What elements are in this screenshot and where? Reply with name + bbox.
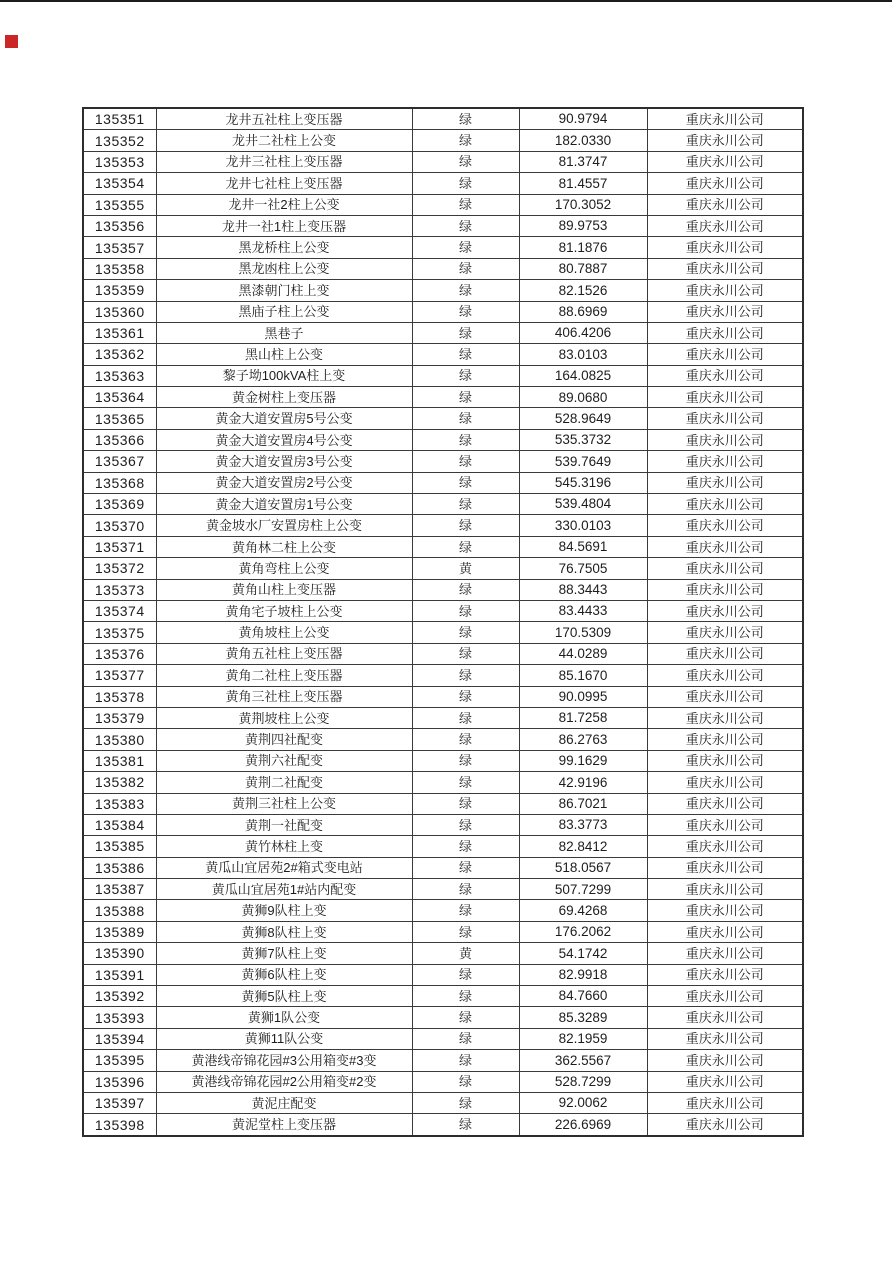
cell-status: 黄: [412, 558, 519, 579]
cell-company: 重庆永川公司: [647, 194, 803, 215]
cell-status: 绿: [412, 194, 519, 215]
cell-status: 绿: [412, 793, 519, 814]
table-row: [83, 173, 803, 194]
cell-id: 135374: [83, 600, 156, 621]
cell-id: 135371: [83, 536, 156, 557]
cell-id: 135352: [83, 130, 156, 151]
cell-status: 绿: [412, 729, 519, 750]
cell-name: 黄角山柱上变压器: [156, 579, 412, 600]
cell-id: 135378: [83, 686, 156, 707]
table-row: [83, 515, 803, 536]
table-row: [83, 814, 803, 835]
cell-name: 龙井二社柱上公变: [156, 130, 412, 151]
cell-company: 重庆永川公司: [647, 686, 803, 707]
table-row: [83, 579, 803, 600]
cell-company: 重庆永川公司: [647, 429, 803, 450]
cell-status: 绿: [412, 921, 519, 942]
cell-company: 重庆永川公司: [647, 579, 803, 600]
cell-id: 135390: [83, 943, 156, 964]
cell-value: 539.4804: [519, 494, 647, 515]
cell-value: 82.8412: [519, 836, 647, 857]
cell-id: 135362: [83, 344, 156, 365]
cell-name: 龙井五社柱上变压器: [156, 108, 412, 130]
cell-status: 绿: [412, 772, 519, 793]
table-row: [83, 836, 803, 857]
table-row: [83, 600, 803, 621]
cell-id: 135367: [83, 451, 156, 472]
cell-id: 135375: [83, 622, 156, 643]
cell-company: 重庆永川公司: [647, 536, 803, 557]
table-row: [83, 237, 803, 258]
cell-value: 85.1670: [519, 665, 647, 686]
cell-id: 135372: [83, 558, 156, 579]
cell-id: 135384: [83, 814, 156, 835]
cell-company: 重庆永川公司: [647, 558, 803, 579]
cell-company: 重庆永川公司: [647, 622, 803, 643]
table-row: [83, 707, 803, 728]
cell-name: 黄狮11队公变: [156, 1028, 412, 1049]
cell-value: 170.3052: [519, 194, 647, 215]
table-row: [83, 1092, 803, 1113]
cell-status: 绿: [412, 579, 519, 600]
cell-id: 135364: [83, 387, 156, 408]
cell-company: 重庆永川公司: [647, 986, 803, 1007]
table-row: [83, 686, 803, 707]
cell-company: 重庆永川公司: [647, 130, 803, 151]
cell-value: 89.9753: [519, 215, 647, 236]
cell-id: 135360: [83, 301, 156, 322]
cell-name: 黄金树柱上变压器: [156, 387, 412, 408]
table-row: [83, 1007, 803, 1028]
cell-status: 绿: [412, 986, 519, 1007]
table-row: [83, 772, 803, 793]
cell-status: 绿: [412, 472, 519, 493]
transformer-table-body: [83, 108, 803, 1136]
cell-company: 重庆永川公司: [647, 836, 803, 857]
table-row: [83, 451, 803, 472]
cell-name: 黄角三社柱上变压器: [156, 686, 412, 707]
table-row: [83, 986, 803, 1007]
table-row: [83, 365, 803, 386]
cell-name: 黄港线帝锦花园#2公用箱变#2变: [156, 1071, 412, 1092]
cell-status: 绿: [412, 665, 519, 686]
cell-company: 重庆永川公司: [647, 643, 803, 664]
table-row: [83, 643, 803, 664]
window-top-edge: [0, 0, 892, 2]
cell-company: 重庆永川公司: [647, 515, 803, 536]
cell-id: 135381: [83, 750, 156, 771]
cell-company: 重庆永川公司: [647, 301, 803, 322]
cell-value: 528.7299: [519, 1071, 647, 1092]
cell-value: 88.6969: [519, 301, 647, 322]
table-row: [83, 1028, 803, 1049]
cell-id: 135365: [83, 408, 156, 429]
cell-name: 黄角林二柱上公变: [156, 536, 412, 557]
cell-company: 重庆永川公司: [647, 707, 803, 728]
cell-value: 182.0330: [519, 130, 647, 151]
cell-company: 重庆永川公司: [647, 173, 803, 194]
cell-id: 135366: [83, 429, 156, 450]
cell-name: 黄瓜山宜居苑1#站内配变: [156, 879, 412, 900]
cell-company: 重庆永川公司: [647, 365, 803, 386]
cell-company: 重庆永川公司: [647, 215, 803, 236]
cell-name: 黄狮8队柱上变: [156, 921, 412, 942]
cell-status: 绿: [412, 600, 519, 621]
cell-status: 绿: [412, 215, 519, 236]
cell-name: 黄竹林柱上变: [156, 836, 412, 857]
cell-value: 86.7021: [519, 793, 647, 814]
cell-status: 黄: [412, 943, 519, 964]
cell-status: 绿: [412, 258, 519, 279]
table-row: [83, 408, 803, 429]
cell-company: 重庆永川公司: [647, 472, 803, 493]
cell-id: 135393: [83, 1007, 156, 1028]
table-row: [83, 900, 803, 921]
cell-value: 535.3732: [519, 429, 647, 450]
cell-company: 重庆永川公司: [647, 451, 803, 472]
cell-status: 绿: [412, 515, 519, 536]
cell-company: 重庆永川公司: [647, 408, 803, 429]
cell-id: 135361: [83, 322, 156, 343]
transformer-table: [82, 107, 804, 1137]
cell-company: 重庆永川公司: [647, 322, 803, 343]
cell-name: 黄狮9队柱上变: [156, 900, 412, 921]
table-row: [83, 1114, 803, 1136]
table-row: [83, 344, 803, 365]
cell-value: 362.5567: [519, 1050, 647, 1071]
table-row: [83, 280, 803, 301]
cell-name: 龙井三社柱上变压器: [156, 151, 412, 172]
cell-id: 135387: [83, 879, 156, 900]
table-row: [83, 130, 803, 151]
cell-value: 99.1629: [519, 750, 647, 771]
cell-name: 黑漆朝门柱上变: [156, 280, 412, 301]
cell-company: 重庆永川公司: [647, 344, 803, 365]
cell-id: 135376: [83, 643, 156, 664]
cell-company: 重庆永川公司: [647, 1092, 803, 1113]
cell-value: 545.3196: [519, 472, 647, 493]
cell-value: 88.3443: [519, 579, 647, 600]
cell-status: 绿: [412, 836, 519, 857]
cell-value: 83.3773: [519, 814, 647, 835]
cell-name: 黄狮5队柱上变: [156, 986, 412, 1007]
cell-company: 重庆永川公司: [647, 1071, 803, 1092]
table-row: [83, 494, 803, 515]
cell-status: 绿: [412, 301, 519, 322]
cell-id: 135388: [83, 900, 156, 921]
cell-name: 黄金大道安置房5号公变: [156, 408, 412, 429]
cell-status: 绿: [412, 857, 519, 878]
cell-status: 绿: [412, 622, 519, 643]
cell-name: 黄金大道安置房1号公变: [156, 494, 412, 515]
cell-status: 绿: [412, 344, 519, 365]
cell-company: 重庆永川公司: [647, 750, 803, 771]
cell-id: 135395: [83, 1050, 156, 1071]
cell-status: 绿: [412, 879, 519, 900]
cell-name: 黑龙桥柱上公变: [156, 237, 412, 258]
cell-status: 绿: [412, 1007, 519, 1028]
cell-id: 135396: [83, 1071, 156, 1092]
cell-status: 绿: [412, 451, 519, 472]
cell-company: 重庆永川公司: [647, 1007, 803, 1028]
table-row: [83, 622, 803, 643]
cell-status: 绿: [412, 814, 519, 835]
cell-name: 黄角宅子坡柱上公变: [156, 600, 412, 621]
cell-company: 重庆永川公司: [647, 964, 803, 985]
cell-value: 81.4557: [519, 173, 647, 194]
cell-status: 绿: [412, 686, 519, 707]
cell-company: 重庆永川公司: [647, 729, 803, 750]
cell-value: 82.1526: [519, 280, 647, 301]
cell-id: 135356: [83, 215, 156, 236]
cell-status: 绿: [412, 707, 519, 728]
cell-name: 黄荆六社配变: [156, 750, 412, 771]
cell-company: 重庆永川公司: [647, 921, 803, 942]
cell-value: 81.3747: [519, 151, 647, 172]
table-row: [83, 258, 803, 279]
cell-company: 重庆永川公司: [647, 108, 803, 130]
table-row: [83, 921, 803, 942]
cell-value: 85.3289: [519, 1007, 647, 1028]
cell-value: 84.7660: [519, 986, 647, 1007]
cell-value: 406.4206: [519, 322, 647, 343]
table-row: [83, 108, 803, 130]
cell-name: 黄狮7队柱上变: [156, 943, 412, 964]
cell-name: 黄金坡水厂安置房柱上公变: [156, 515, 412, 536]
cell-company: 重庆永川公司: [647, 1050, 803, 1071]
table-row: [83, 472, 803, 493]
cell-id: 135355: [83, 194, 156, 215]
cell-name: 黄港线帝锦花园#3公用箱变#3变: [156, 1050, 412, 1071]
cell-name: 黄狮1队公变: [156, 1007, 412, 1028]
cell-id: 135373: [83, 579, 156, 600]
table-row: [83, 750, 803, 771]
cell-value: 42.9196: [519, 772, 647, 793]
cell-name: 黄荆一社配变: [156, 814, 412, 835]
cell-value: 80.7887: [519, 258, 647, 279]
cell-name: 黄金大道安置房4号公变: [156, 429, 412, 450]
cell-id: 135397: [83, 1092, 156, 1113]
cell-company: 重庆永川公司: [647, 943, 803, 964]
table-row: [83, 793, 803, 814]
cell-value: 81.7258: [519, 707, 647, 728]
cell-value: 89.0680: [519, 387, 647, 408]
cell-name: 黄狮6队柱上变: [156, 964, 412, 985]
cell-value: 81.1876: [519, 237, 647, 258]
table-row: [83, 857, 803, 878]
cell-value: 176.2062: [519, 921, 647, 942]
cell-company: 重庆永川公司: [647, 814, 803, 835]
cell-value: 54.1742: [519, 943, 647, 964]
cell-id: 135380: [83, 729, 156, 750]
cell-name: 龙井一社2柱上公变: [156, 194, 412, 215]
table-row: [83, 536, 803, 557]
cell-name: 黄泥堂柱上变压器: [156, 1114, 412, 1136]
cell-status: 绿: [412, 280, 519, 301]
cell-name: 龙井一社1柱上变压器: [156, 215, 412, 236]
cell-name: 黄金大道安置房2号公变: [156, 472, 412, 493]
cell-id: 135385: [83, 836, 156, 857]
cell-value: 83.4433: [519, 600, 647, 621]
cell-value: 90.0995: [519, 686, 647, 707]
cell-status: 绿: [412, 643, 519, 664]
cell-id: 135394: [83, 1028, 156, 1049]
cell-id: 135358: [83, 258, 156, 279]
cell-value: 86.2763: [519, 729, 647, 750]
cell-id: 135351: [83, 108, 156, 130]
cell-status: 绿: [412, 1028, 519, 1049]
table-row: [83, 964, 803, 985]
cell-company: 重庆永川公司: [647, 280, 803, 301]
cell-name: 黄泥庄配变: [156, 1092, 412, 1113]
cell-name: 黄荆二社配变: [156, 772, 412, 793]
table-row: [83, 558, 803, 579]
cell-value: 90.9794: [519, 108, 647, 130]
table-row: [83, 1071, 803, 1092]
cell-name: 黄角五社柱上变压器: [156, 643, 412, 664]
cell-status: 绿: [412, 151, 519, 172]
table-row: [83, 943, 803, 964]
cell-id: 135354: [83, 173, 156, 194]
cell-name: 黄荆坡柱上公变: [156, 707, 412, 728]
cell-id: 135363: [83, 365, 156, 386]
cell-company: 重庆永川公司: [647, 237, 803, 258]
cell-name: 黎子坳100kVA柱上变: [156, 365, 412, 386]
cell-company: 重庆永川公司: [647, 879, 803, 900]
cell-status: 绿: [412, 365, 519, 386]
cell-status: 绿: [412, 900, 519, 921]
table-row: [83, 879, 803, 900]
cell-status: 绿: [412, 1050, 519, 1071]
cell-value: 84.5691: [519, 536, 647, 557]
cell-status: 绿: [412, 494, 519, 515]
cell-id: 135386: [83, 857, 156, 878]
cell-name: 黑庙子柱上公变: [156, 301, 412, 322]
cell-status: 绿: [412, 322, 519, 343]
cell-company: 重庆永川公司: [647, 665, 803, 686]
cell-company: 重庆永川公司: [647, 1028, 803, 1049]
cell-id: 135377: [83, 665, 156, 686]
cell-company: 重庆永川公司: [647, 1114, 803, 1136]
cell-company: 重庆永川公司: [647, 793, 803, 814]
cell-company: 重庆永川公司: [647, 772, 803, 793]
cell-id: 135368: [83, 472, 156, 493]
cell-status: 绿: [412, 1092, 519, 1113]
cell-company: 重庆永川公司: [647, 600, 803, 621]
cell-value: 330.0103: [519, 515, 647, 536]
table-row: [83, 194, 803, 215]
cell-value: 44.0289: [519, 643, 647, 664]
red-marker: [5, 35, 18, 48]
cell-status: 绿: [412, 387, 519, 408]
cell-status: 绿: [412, 964, 519, 985]
cell-name: 黄金大道安置房3号公变: [156, 451, 412, 472]
cell-id: 135370: [83, 515, 156, 536]
table-row: [83, 1050, 803, 1071]
table-row: [83, 151, 803, 172]
cell-id: 135392: [83, 986, 156, 1007]
cell-value: 76.7505: [519, 558, 647, 579]
cell-name: 黄角弯柱上公变: [156, 558, 412, 579]
cell-company: 重庆永川公司: [647, 857, 803, 878]
cell-name: 黄荆三社柱上公变: [156, 793, 412, 814]
table-row: [83, 301, 803, 322]
cell-name: 黑龙凼柱上公变: [156, 258, 412, 279]
cell-status: 绿: [412, 1071, 519, 1092]
table-row: [83, 729, 803, 750]
cell-status: 绿: [412, 130, 519, 151]
cell-status: 绿: [412, 750, 519, 771]
cell-name: 龙井七社柱上变压器: [156, 173, 412, 194]
cell-status: 绿: [412, 429, 519, 450]
cell-value: 82.9918: [519, 964, 647, 985]
table-row: [83, 387, 803, 408]
cell-status: 绿: [412, 536, 519, 557]
cell-value: 164.0825: [519, 365, 647, 386]
cell-value: 82.1959: [519, 1028, 647, 1049]
cell-value: 539.7649: [519, 451, 647, 472]
cell-status: 绿: [412, 173, 519, 194]
cell-company: 重庆永川公司: [647, 387, 803, 408]
cell-company: 重庆永川公司: [647, 494, 803, 515]
cell-id: 135382: [83, 772, 156, 793]
cell-value: 226.6969: [519, 1114, 647, 1136]
cell-value: 528.9649: [519, 408, 647, 429]
cell-name: 黑山柱上公变: [156, 344, 412, 365]
table-row: [83, 215, 803, 236]
cell-name: 黄角二社柱上变压器: [156, 665, 412, 686]
cell-name: 黄角坡柱上公变: [156, 622, 412, 643]
table-row: [83, 429, 803, 450]
cell-status: 绿: [412, 108, 519, 130]
cell-value: 83.0103: [519, 344, 647, 365]
cell-value: 92.0062: [519, 1092, 647, 1113]
cell-company: 重庆永川公司: [647, 258, 803, 279]
cell-id: 135391: [83, 964, 156, 985]
cell-id: 135353: [83, 151, 156, 172]
cell-id: 135369: [83, 494, 156, 515]
cell-value: 518.0567: [519, 857, 647, 878]
cell-id: 135389: [83, 921, 156, 942]
cell-id: 135379: [83, 707, 156, 728]
cell-status: 绿: [412, 1114, 519, 1136]
table-row: [83, 665, 803, 686]
cell-value: 507.7299: [519, 879, 647, 900]
cell-name: 黄荆四社配变: [156, 729, 412, 750]
cell-company: 重庆永川公司: [647, 151, 803, 172]
cell-id: 135398: [83, 1114, 156, 1136]
cell-status: 绿: [412, 408, 519, 429]
cell-id: 135359: [83, 280, 156, 301]
cell-status: 绿: [412, 237, 519, 258]
cell-value: 170.5309: [519, 622, 647, 643]
table-row: [83, 322, 803, 343]
cell-id: 135383: [83, 793, 156, 814]
cell-id: 135357: [83, 237, 156, 258]
cell-value: 69.4268: [519, 900, 647, 921]
cell-company: 重庆永川公司: [647, 900, 803, 921]
cell-name: 黄瓜山宜居苑2#箱式变电站: [156, 857, 412, 878]
cell-name: 黑巷子: [156, 322, 412, 343]
